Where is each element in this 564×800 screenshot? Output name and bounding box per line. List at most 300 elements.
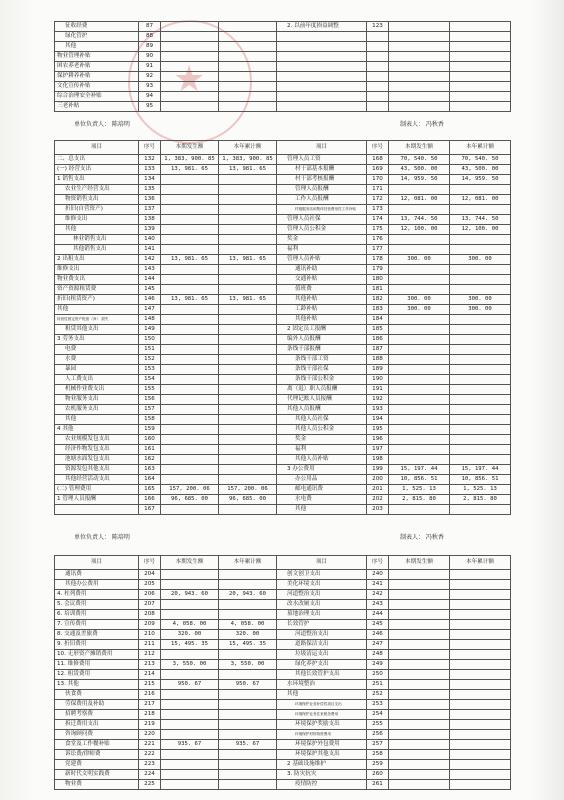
ytd-amount — [219, 700, 277, 710]
current-amount — [389, 375, 450, 385]
row-number: 213 — [139, 660, 161, 670]
row-number: 199 — [367, 465, 389, 475]
ytd-amount — [450, 620, 511, 630]
ytd-amount — [450, 42, 511, 52]
ytd-amount — [219, 425, 277, 435]
item-name: 维修支出 — [55, 215, 139, 225]
item-name: 管理人员社保 — [277, 215, 367, 225]
ytd-amount — [450, 750, 511, 760]
current-amount — [161, 42, 219, 52]
current-amount — [161, 235, 219, 245]
item-name: 10. 无形资产摊销费用 — [55, 650, 139, 660]
item-name: 福利 — [277, 445, 367, 455]
row-number: 183 — [367, 305, 389, 315]
item-name: 诉讼费/律师费 — [55, 750, 139, 760]
row-number: 255 — [367, 720, 389, 730]
current-amount — [161, 580, 219, 590]
table-row — [55, 760, 511, 770]
top-footer-right: 制表人： 冯秋香 — [400, 121, 444, 128]
item-name: 物业管理补贴 — [55, 52, 139, 62]
current-amount — [161, 505, 219, 515]
ytd-amount: 70, 540. 50 — [450, 155, 511, 165]
table-row — [55, 600, 511, 610]
table-row — [55, 375, 511, 385]
row-number: 143 — [139, 265, 161, 275]
ytd-amount: 300. 00 — [450, 305, 511, 315]
current-amount — [389, 315, 450, 325]
current-amount — [389, 670, 450, 680]
item-name: 物业服务支出 — [55, 395, 139, 405]
current-amount — [161, 82, 219, 92]
item-name: 党建费 — [55, 760, 139, 770]
ytd-amount — [219, 325, 277, 335]
ytd-amount — [450, 82, 511, 92]
ytd-amount — [219, 365, 277, 375]
row-number: 204 — [139, 570, 161, 580]
current-amount — [389, 700, 450, 710]
ytd-amount: 300. 00 — [450, 255, 511, 265]
row-number: 189 — [367, 365, 389, 375]
ytd-amount — [219, 42, 277, 52]
current-amount — [389, 610, 450, 620]
ytd-amount — [450, 92, 511, 102]
item-name: 其他 — [55, 305, 139, 315]
item-name: 福利 — [277, 245, 367, 255]
item-name: 农机服务支出 — [55, 405, 139, 415]
item-name: 环境保护材料物资费用 — [277, 730, 367, 740]
current-amount — [389, 285, 450, 295]
current-amount — [389, 245, 450, 255]
row-number: 170 — [367, 175, 389, 185]
ytd-amount — [219, 275, 277, 285]
item-name: 办公用品 — [277, 475, 367, 485]
row-number: 241 — [367, 580, 389, 590]
column-header: 本期发生额 — [389, 556, 450, 570]
row-number: 91 — [139, 62, 161, 72]
column-header: 项目 — [277, 141, 367, 155]
table-row — [55, 345, 511, 355]
item-name: 其他经营活动支出 — [55, 475, 139, 485]
current-amount — [389, 630, 450, 640]
current-amount — [389, 265, 450, 275]
ytd-amount — [450, 325, 511, 335]
current-amount — [161, 730, 219, 740]
row-number: 221 — [139, 740, 161, 750]
ytd-amount — [219, 455, 277, 465]
current-amount — [389, 92, 450, 102]
ytd-amount: 2, 815. 80 — [450, 495, 511, 505]
table-row — [55, 355, 511, 365]
current-amount — [389, 600, 450, 610]
ytd-amount — [219, 395, 277, 405]
row-number: 261 — [367, 780, 389, 790]
table-row — [55, 92, 511, 102]
current-amount — [161, 92, 219, 102]
item-name: 编外人员报酬 — [277, 335, 367, 345]
ytd-amount: 3, 550. 00 — [219, 660, 277, 670]
row-number: 207 — [139, 600, 161, 610]
row-number: 218 — [139, 710, 161, 720]
item-name: 其他办公费用 — [55, 580, 139, 590]
current-amount: 935. 67 — [161, 740, 219, 750]
row-number: 166 — [139, 495, 161, 505]
table-row — [55, 570, 511, 580]
item-name: 绿化管护 — [55, 32, 139, 42]
ytd-amount — [450, 455, 511, 465]
item-name: 其他长效管护支出 — [277, 670, 367, 680]
row-number: 144 — [139, 275, 161, 285]
current-amount — [161, 690, 219, 700]
item-name: 交通补贴 — [277, 275, 367, 285]
ytd-amount — [450, 285, 511, 295]
ytd-amount — [450, 335, 511, 345]
table-row — [55, 225, 511, 235]
table-row — [55, 72, 511, 82]
item-name: 7. 宣传费用 — [55, 620, 139, 630]
current-amount — [161, 345, 219, 355]
current-amount — [161, 455, 219, 465]
table-row — [55, 335, 511, 345]
ytd-amount: 14, 959. 50 — [450, 175, 511, 185]
ytd-amount — [450, 205, 511, 215]
ytd-amount — [450, 650, 511, 660]
ytd-amount: 157, 200. 06 — [219, 485, 277, 495]
ytd-amount — [450, 610, 511, 620]
table-row — [55, 32, 511, 42]
row-number: 136 — [139, 195, 161, 205]
top-footer-left: 单位负责人： 陈培明 — [74, 121, 130, 128]
current-amount — [161, 185, 219, 195]
current-amount — [389, 405, 450, 415]
item-name: 文化宣传补贴 — [55, 82, 139, 92]
ytd-amount — [450, 445, 511, 455]
item-name: 其他 — [55, 42, 139, 52]
middle-footer-left: 单位负责人： 陈培明 — [74, 534, 130, 541]
current-amount — [161, 365, 219, 375]
ytd-amount — [450, 415, 511, 425]
current-amount — [161, 32, 219, 42]
table-row — [55, 690, 511, 700]
row-number: 94 — [139, 92, 161, 102]
current-amount: 2, 815. 80 — [389, 495, 450, 505]
ytd-amount — [219, 22, 277, 32]
table-row — [55, 680, 511, 690]
current-amount: 14, 959. 50 — [389, 175, 450, 185]
row-number: 188 — [367, 355, 389, 365]
ytd-amount: 15, 495. 35 — [219, 640, 277, 650]
current-amount — [161, 305, 219, 315]
table-row — [55, 710, 511, 720]
item-name: 环境保护业务往来税务费用 — [277, 710, 367, 720]
table-header-row — [55, 556, 511, 570]
ytd-amount — [450, 740, 511, 750]
current-amount — [161, 405, 219, 415]
row-number: 173 — [367, 205, 389, 215]
current-amount — [389, 750, 450, 760]
item-name: 其他 — [55, 415, 139, 425]
row-number: 257 — [367, 740, 389, 750]
table-row — [55, 285, 511, 295]
item-name: 值班费 — [277, 285, 367, 295]
item-name: 代理记账人员报酬 — [277, 395, 367, 405]
ytd-amount — [450, 395, 511, 405]
ytd-amount — [219, 245, 277, 255]
current-amount — [389, 445, 450, 455]
current-amount — [161, 102, 219, 112]
table-row — [55, 415, 511, 425]
row-number: 205 — [139, 580, 161, 590]
row-number: 162 — [139, 455, 161, 465]
current-amount — [161, 285, 219, 295]
current-amount — [389, 185, 450, 195]
item-name: 1 管理人员报酬 — [55, 495, 139, 505]
ytd-amount — [450, 315, 511, 325]
row-number: 142 — [139, 255, 161, 265]
item-name: 2. 以前年度损益调整 — [277, 22, 367, 32]
current-amount — [389, 760, 450, 770]
row-number: 251 — [367, 680, 389, 690]
table-row — [55, 580, 511, 590]
current-amount — [161, 760, 219, 770]
table-row — [55, 610, 511, 620]
ytd-amount — [450, 780, 511, 790]
row-number: 223 — [139, 760, 161, 770]
row-number: 140 — [139, 235, 161, 245]
table-row — [55, 720, 511, 730]
current-amount — [389, 425, 450, 435]
item-name: 2 基础设施维护 — [277, 760, 367, 770]
bottom-expense-table — [54, 555, 511, 790]
ytd-amount — [219, 195, 277, 205]
table-row — [55, 505, 511, 515]
row-number: 155 — [139, 385, 161, 395]
item-name: 租赁其他支出 — [55, 325, 139, 335]
item-name: 环境保护其他支出 — [277, 750, 367, 760]
row-number: 169 — [367, 165, 389, 175]
row-number: 201 — [367, 485, 389, 495]
row-number: 190 — [367, 375, 389, 385]
table-row — [55, 245, 511, 255]
table-row — [55, 495, 511, 505]
table-row — [55, 650, 511, 660]
table-header-row — [55, 141, 511, 155]
row-number: 191 — [367, 385, 389, 395]
item-name: 资源发包其他支出 — [55, 465, 139, 475]
item-name: 折旧(租赁资产) — [55, 295, 139, 305]
current-amount: 70, 540. 50 — [389, 155, 450, 165]
row-number: 174 — [367, 215, 389, 225]
item-name: 河道整治支出 — [277, 590, 367, 600]
row-number: 244 — [367, 610, 389, 620]
item-name: 经济作物发包支出 — [55, 445, 139, 455]
ytd-amount: 950. 67 — [219, 680, 277, 690]
row-number: 133 — [139, 165, 161, 175]
ytd-amount — [219, 650, 277, 660]
item-name: 机械作业费支出 — [55, 385, 139, 395]
row-number: 182 — [367, 295, 389, 305]
current-amount: 96, 685. 00 — [161, 495, 219, 505]
row-number — [367, 42, 389, 52]
ytd-amount — [450, 375, 511, 385]
table-row — [55, 305, 511, 315]
ytd-amount: 13, 744. 50 — [450, 215, 511, 225]
row-number — [367, 92, 389, 102]
row-number: 258 — [367, 750, 389, 760]
column-header: 项目 — [55, 141, 139, 155]
column-header: 本年累计额 — [450, 141, 511, 155]
current-amount — [161, 395, 219, 405]
current-amount — [161, 465, 219, 475]
table-row — [55, 485, 511, 495]
current-amount — [161, 215, 219, 225]
item-name: 村干部基本报酬 — [277, 165, 367, 175]
current-amount — [389, 415, 450, 425]
ytd-amount — [219, 505, 277, 515]
current-amount — [389, 42, 450, 52]
current-amount — [389, 570, 450, 580]
ytd-amount — [219, 52, 277, 62]
row-number: 141 — [139, 245, 161, 255]
ytd-amount — [450, 690, 511, 700]
item-name: 综合治理安全补贴 — [55, 92, 139, 102]
ytd-amount: 300. 00 — [450, 295, 511, 305]
row-number: 200 — [367, 475, 389, 485]
item-name — [277, 52, 367, 62]
row-number: 250 — [367, 670, 389, 680]
ytd-amount: 13, 981. 65 — [219, 165, 277, 175]
table-row — [55, 52, 511, 62]
row-number: 172 — [367, 195, 389, 205]
current-amount — [389, 325, 450, 335]
ytd-amount — [450, 670, 511, 680]
current-amount — [161, 175, 219, 185]
row-number: 153 — [139, 365, 161, 375]
middle-footer-right: 制表人： 冯秋香 — [400, 534, 444, 541]
ytd-amount — [450, 22, 511, 32]
current-amount: 15, 495. 35 — [161, 640, 219, 650]
ytd-amount: 4, 058. 00 — [219, 620, 277, 630]
row-number: 214 — [139, 670, 161, 680]
ytd-amount — [219, 345, 277, 355]
row-number — [367, 102, 389, 112]
current-amount: 12, 100. 00 — [389, 225, 450, 235]
row-number: 256 — [367, 730, 389, 740]
item-name: 食堂及工作餐补贴 — [55, 740, 139, 750]
row-number: 202 — [367, 495, 389, 505]
row-number: 160 — [139, 435, 161, 445]
ytd-amount — [450, 385, 511, 395]
ytd-amount — [219, 285, 277, 295]
ytd-amount — [219, 710, 277, 720]
item-name: 电费 — [55, 345, 139, 355]
row-number — [367, 62, 389, 72]
ytd-amount — [219, 435, 277, 445]
current-amount — [161, 770, 219, 780]
row-number: 157 — [139, 405, 161, 415]
current-amount — [161, 195, 219, 205]
table-row — [55, 730, 511, 740]
ytd-amount — [450, 590, 511, 600]
row-number: 90 — [139, 52, 161, 62]
table-row — [55, 475, 511, 485]
column-header: 本期发生额 — [161, 141, 219, 155]
ytd-amount — [450, 640, 511, 650]
current-amount: 13, 981. 65 — [161, 255, 219, 265]
ytd-amount — [450, 505, 511, 515]
ytd-amount — [219, 475, 277, 485]
item-name: 墓地治理支出 — [277, 610, 367, 620]
current-amount — [389, 690, 450, 700]
item-name: 物资销售支出 — [55, 195, 139, 205]
ytd-amount — [450, 365, 511, 375]
column-header: 本年累计额 — [219, 556, 277, 570]
table-row — [55, 82, 511, 92]
current-amount: 320. 00 — [161, 630, 219, 640]
item-name: 村级服务站和集体经营费用性工作补贴 — [277, 205, 367, 215]
item-name: 6. 培训费用 — [55, 610, 139, 620]
ytd-amount — [219, 780, 277, 790]
row-number: 219 — [139, 720, 161, 730]
ytd-amount — [450, 275, 511, 285]
current-amount — [161, 355, 219, 365]
item-name: 环境保护奖励支出 — [277, 720, 367, 730]
current-amount — [389, 335, 450, 345]
row-number: 222 — [139, 750, 161, 760]
ytd-amount — [450, 770, 511, 780]
row-number: 253 — [367, 700, 389, 710]
column-header: 项目 — [55, 556, 139, 570]
current-amount — [389, 710, 450, 720]
ytd-amount — [450, 32, 511, 42]
item-name: 三老补贴 — [55, 102, 139, 112]
row-number: 89 — [139, 42, 161, 52]
table-row — [55, 325, 511, 335]
row-number — [367, 32, 389, 42]
row-number: 249 — [367, 660, 389, 670]
item-name: 9. 折旧费用 — [55, 640, 139, 650]
row-number: 211 — [139, 640, 161, 650]
row-number: 193 — [367, 405, 389, 415]
row-number: 247 — [367, 640, 389, 650]
row-number: 87 — [139, 22, 161, 32]
current-amount — [161, 245, 219, 255]
table-row — [55, 700, 511, 710]
current-amount: 13, 981. 65 — [161, 165, 219, 175]
item-name: 农业生产经营支出 — [55, 185, 139, 195]
current-amount — [389, 275, 450, 285]
item-name: 征收经费 — [55, 22, 139, 32]
table-row — [55, 640, 511, 650]
current-amount — [389, 72, 450, 82]
item-name: 水费 — [55, 355, 139, 365]
ytd-amount — [219, 690, 277, 700]
current-amount: 13, 744. 50 — [389, 215, 450, 225]
ytd-amount — [450, 72, 511, 82]
current-amount — [389, 505, 450, 515]
item-name: 人工费支出 — [55, 375, 139, 385]
item-name: 2 出租支出 — [55, 255, 139, 265]
item-name: (一) 经营支出 — [55, 165, 139, 175]
item-name: 困农养老补贴 — [55, 62, 139, 72]
current-amount — [161, 325, 219, 335]
item-name: 创文创卫支出 — [277, 570, 367, 580]
item-name: 其他 — [55, 225, 139, 235]
row-number — [367, 52, 389, 62]
item-name: 条线干部公积金 — [277, 375, 367, 385]
row-number: 151 — [139, 345, 161, 355]
ytd-amount — [219, 102, 277, 112]
row-number: 192 — [367, 395, 389, 405]
